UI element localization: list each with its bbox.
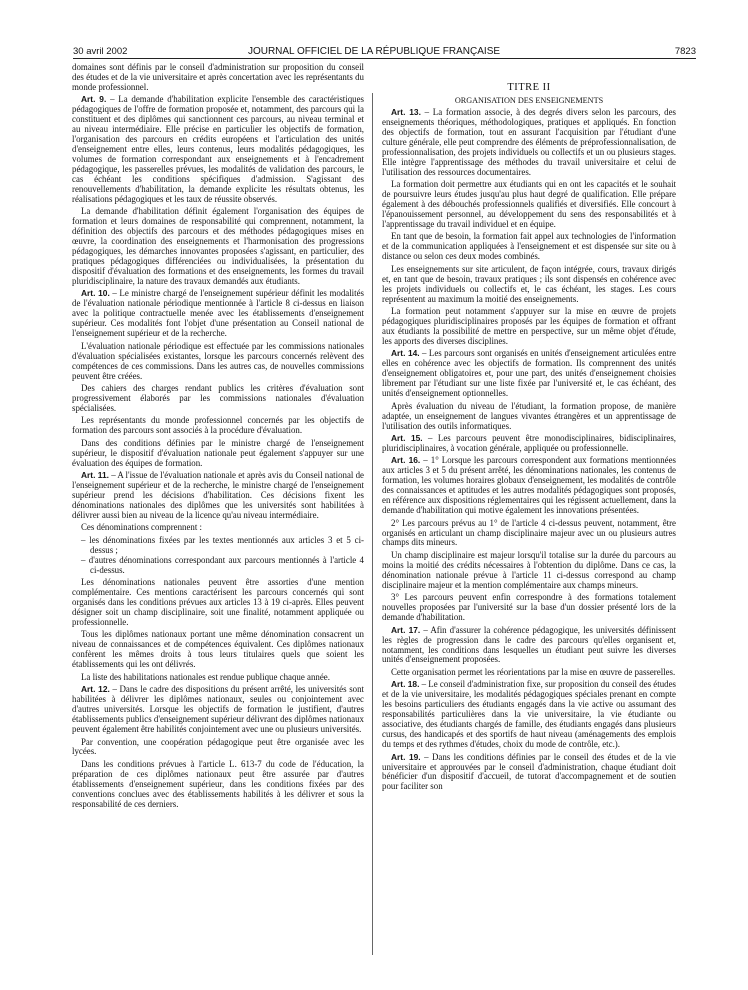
paragraph: Après évaluation du niveau de l'étudiant, la formation propose, de manière adaptée, un enseignement de langues vivantes étrangères et un apprentissage de l'utilisation des outils informatiques. [382, 400, 676, 431]
article-14 [382, 349, 676, 399]
paragraph: 2° Les parcours prévus au 1° de l'article 4 ci-dessus peuvent, notamment, être organisés en articulant un champ disciplinaire majeur avec un ou plusieurs autres champs dits mineurs. [382, 517, 676, 548]
article-text: – A l'issue de l'évaluation nationale et après avis du Conseil national de l'enseignement supérieur et de la recherche, le ministre chargé de l'enseignement supérieur prend les décisions d'habilitation. Ces décisions fixent les dénominations nationales des diplômes que les universités sont habilitées à délivrer aussi bien au niveau de la licence qu'au niveau intermédiaire. [72, 470, 364, 520]
article-text: – 1° Lorsque les parcours correspondent aux formations mentionnées aux articles 3 et 5 du présent arrêté, les dénominations nationales, les contenus de formation, les volumes horaires globaux d'enseignement, les modalités de contrôle des connaissances et aptitudes et les autres modalités pédagogiques sont proposés, en référence aux dispositions réglementaires qui les régissent actuellement, dans la demande d'habilitation qui motive également les innovations présentées. [382, 455, 676, 516]
list-item: – les dénominations fixées par les textes mentionnés aux articles 3 et 5 ci-dessus ; [81, 534, 364, 555]
article-12 [72, 685, 364, 735]
article-19 [382, 753, 676, 793]
article-text: – Le conseil d'administration fixe, sur proposition du conseil des études et de la vie universitaire, les modalités pédagogiques spéciales prenant en compte les besoins particuliers des étudiants engagés dans la vie active ou assumant des responsabilités particulières dans la vie universitaire, la vie étudiante ou associative, des étudiants chargés de famille, des étudiants engagés dans plusieurs cursus, des handicapés et des sportifs de haut niveau (aménagements des emplois du temps et des rythmes d'études, choix du mode de contrôle, etc.). [382, 679, 676, 750]
article-label: Art. 10. [81, 288, 110, 299]
right-column [382, 63, 676, 958]
article-label: Art. 18. [391, 679, 420, 690]
article-9 [72, 95, 364, 204]
column-divider [372, 93, 373, 955]
article-label: Art. 17. [391, 624, 421, 635]
article-text: – Afin d'assurer la cohérence pédagogique, les universités définissent les règles de progression dans le cadre des parcours qu'elles organisent et, notamment, les conditions dans lesquelles un étudiant peut suivre les diverses unités d'enseignement proposées. [382, 624, 676, 665]
header-date: 30 avril 2002 [73, 46, 128, 57]
article-text: – Les parcours sont organisés en unités d'enseignement articulées entre elles en cohérence avec les objectifs de formation. Ils comprennent des unités d'enseignement obligatoires et, pour une part, des unités d'enseignement choisies librement par l'étudiant sur une liste fixée par l'université et, le cas échéant, des unités d'enseignement optionnelles. [382, 348, 676, 399]
paragraph: Un champ disciplinaire est majeur lorsqu'il totalise sur la durée du parcours au moins la moitié des crédits nécessaires à l'obtention du diplôme. Dans ce cas, la dénomination nationale prévue à l'article 11 ci-dessus correspond au champ disciplinaire majeur et la mention complémentaire aux champs mineurs. [382, 549, 676, 590]
article-10 [72, 289, 364, 339]
journal-title: JOURNAL OFFICIEL DE LA RÉPUBLIQUE FRANÇAISE [247, 46, 501, 57]
paragraph: Ces dénominations comprennent : [81, 522, 203, 533]
list-item: – d'autres dénominations correspondant aux parcours mentionnés à l'article 4 ci-dessus. [81, 554, 364, 575]
article-label: Art. 14. [391, 348, 420, 359]
paragraph: Dans des conditions définies par le ministre chargé de l'enseignement supérieur, le dispositif d'évaluation nationale peut également s'appuyer sur une évaluation des équipes de formation. [72, 437, 364, 468]
paragraph: La demande d'habilitation définit également l'organisation des équipes de formation et leurs domaines de responsabilité qui comprennent, notamment, la définition des objectifs des parcours et des méthodes pédagogiques mises en œuvre, la coordination des enseignements et l'harmonisation des progressions pédagogiques, les démarches innovantes proposées s'agissant, en particulier, des pratiques pédagogiques différenciées ou individualisées, la présentation du dispositif d'évaluation des formations et des enseignements, les formes du travail pluridisciplinaire, la nature des travaux demandés aux étudiants. [72, 206, 364, 287]
section-subtitle: ORGANISATION DES ENSEIGNEMENTS [454, 95, 604, 105]
article-17 [382, 626, 676, 666]
paragraph: Les représentants du monde professionnel concernés par les objectifs de formation des parcours sont associés à la procédure d'évaluation. [72, 415, 364, 436]
paragraph: Tous les diplômes nationaux portant une même dénomination consacrent un niveau de connaissances et de compétences équivalent. Ces diplômes nationaux confèrent les mêmes droits à tous leurs titulaires quels que soient les établissements qui les ont délivrés. [72, 629, 364, 670]
article-label: Art. 16. [391, 455, 421, 466]
paragraph: Dans les conditions prévues à l'article L. 613-7 du code de l'éducation, la préparation de ces diplômes nationaux peut être assurée par d'autres établissements d'enseignement supérieur, dans les conditions fixées par des conventions conclues avec des établissements habilités à les délivrer et sous la responsabilité de ces derniers. [72, 758, 364, 809]
article-text: – La formation associe, à des degrés divers selon les parcours, des enseignements théoriques, méthodologiques, pratiques et appliqués. En fonction des objectifs de formation, tout en assurant l'acquisition par l'étudiant d'une culture générale, elle peut comprendre des éléments de préprofessionnalisation, de professionnalisation, des projets individuels ou collectifs et un ou plusieurs stages. Elle intègre l'apprentissage des méthodes du travail universitaire et celui de l'utilisation des ressources documentaires. [382, 106, 676, 177]
paragraph: La liste des habilitations nationales est rendue publique chaque année. [81, 671, 330, 682]
article-11 [72, 471, 364, 521]
article-label: Art. 12. [81, 684, 110, 695]
paragraph: La formation peut notamment s'appuyer sur la mise en œuvre de projets pédagogiques pluridisciplinaires proposés par les équipes de formation et offrant aux étudiants la possibilité de mettre en perspective, sur un même objet d'étude, les apports des diverses disciplines. [382, 306, 676, 346]
article-label: Art. 15. [391, 432, 423, 443]
article-16 [382, 456, 676, 516]
paragraph: 3° Les parcours peuvent enfin correspondre à des formations totalement nouvelles proposées par l'université sur la base d'un dossier présenté lors de la demande d'habilitation. [382, 592, 676, 623]
article-label: Art. 9. [81, 94, 107, 105]
left-column [72, 63, 364, 958]
denominations-list [72, 536, 364, 576]
article-text: – Le ministre chargé de l'enseignement supérieur définit les modalités de l'évaluation nationale périodique mentionnée à l'article 8 ci-dessus en liaison avec la politique contractuelle menée avec les établissements d'enseignement supérieur. Ces modalités font l'objet d'une présentation au Conseil national de l'enseignement supérieur et de la recherche. [72, 288, 364, 339]
article-13 [382, 108, 676, 178]
page-number: 7823 [674, 46, 696, 57]
paragraph: En tant que de besoin, la formation fait appel aux technologies de l'information et de la communication appliquées à l'enseignement et est dispensée sur site ou à distance ou selon ces deux modes combinés. [382, 231, 676, 262]
paragraph: Les dénominations nationales peuvent être assorties d'une mention complémentaire. Ces mentions caractérisent les parcours concernés qui sont organisés dans les conditions prévues aux articles 13 à 19 ci-après. Elles peuvent désigner soit un champ disciplinaire, soit une finalité, notamment appliquée ou professionnelle. [72, 577, 364, 628]
paragraph: Des cahiers des charges rendant publics les critères d'évaluation sont progressivement élaborés par les commissions nationales d'évaluation spécialisées. [72, 383, 364, 413]
article-text: – Les parcours peuvent être monodisciplinaires, bidisciplinaires, pluridisciplinaires, à vocation générale, appliquée ou professionnelle. [382, 432, 676, 453]
article-label: Art. 19. [391, 751, 421, 762]
paragraph: Par convention, une coopération pédagogique peut être organisée avec les lycées. [72, 736, 364, 757]
article-text: – Dans le cadre des dispositions du présent arrêté, les universités sont habilitées à délivrer les diplômes nationaux, seules ou conjointement avec d'autres universités. Lorsque les objectifs de formation le justifient, d'autres établissements publics d'enseignement supérieur délivrant des diplômes nationaux peuvent également être habilités conjointement avec une ou plusieurs universités. [72, 684, 364, 735]
header-rule [73, 58, 696, 59]
article-text: – Dans les conditions définies par le conseil des études et de la vie universitaire et approuvées par le conseil d'administration, chaque étudiant doit bénéficier d'un dispositif d'accueil, de tutorat d'accompagnement et de soutien pour faciliter son [382, 751, 676, 792]
paragraph: Les enseignements sur site articulent, de façon intégrée, cours, travaux dirigés et, en tant que de besoin, travaux pratiques ; ils sont dispensés en cohérence avec les projets individuels ou collectifs et, le cas échéant, les stages. Les cours représentent au maximum la moitié des enseignements. [382, 263, 676, 304]
article-text: – La demande d'habilitation explicite l'ensemble des caractéristiques pédagogiques de l'offre de formation proposée et, notamment, des parcours qui la constituent et des diplômes qui sanctionnent ces parcours, au niveau terminal et au niveau intermédiaire. Elle précise en particulier les objectifs de formation, l'organisation des parcours en crédits européens et l'articulation des unités d'enseignement entre elles, leurs contenus, leurs modalités pédagogiques, les volumes de formation correspondant aux enseignements et à l'encadrement pédagogique, les passerelles prévues, les modalités de validation des parcours, le cas échéant les conditions spécifiques d'admission. S'agissant des renouvellements d'habilitation, la demande explicite les résultats obtenus, les réalisations pédagogiques et les taux de réussite observés. [72, 94, 364, 204]
paragraph: domaines sont définis par le conseil d'administration sur proposition du conseil des études et de la vie universitaire et après concertation avec les représentants du monde professionnel. [72, 63, 364, 92]
page-header [0, 0, 748, 60]
paragraph: Cette organisation permet les réorientations par la mise en œuvre de passerelles. [391, 666, 676, 677]
article-label: Art. 11. [81, 470, 109, 481]
article-label: Art. 13. [391, 106, 421, 117]
paragraph: L'évaluation nationale périodique est effectuée par les commissions nationales d'évaluation spécialisées existantes, lorsque les parcours concernés relèvent des compétences de ces commissions. Dans les autres cas, de nouvelles commissions peuvent être créées. [72, 340, 364, 381]
article-18 [382, 680, 676, 750]
article-15 [382, 434, 676, 454]
section-title: TITRE II [507, 82, 551, 93]
paragraph: La formation doit permettre aux étudiants qui en ont les capacités et le souhait de poursuivre leurs études jusqu'au plus haut degré de qualification. Elle prépare également à des débouchés professionnels qualifiés et diversifiés. Elle concourt à l'épanouissement personnel, au développement du sens des responsabilités et à l'apprentissage du travail individuel et en équipe. [382, 179, 676, 229]
